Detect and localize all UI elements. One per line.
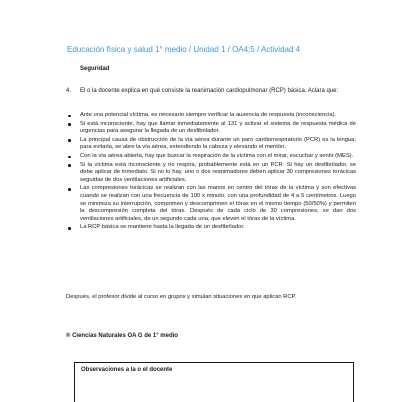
section-title: Seguridad (80, 66, 110, 72)
observations-title: Observaciones a la o el docente (81, 367, 173, 373)
bullet-text: Si está inconsciente, hay que llamar inmediatamente al 131 y activar el sistema de respuesta médica de urgencias para asegurar la llegada de un desfibrilador. (80, 120, 356, 135)
bullet-icon (68, 156, 71, 159)
item-number: 4. (66, 88, 72, 94)
list-item (66, 137, 356, 152)
breadcrumb: Educación física y salud 1° medio / Unidad 1 / OA4;5 / Actividad 4 (67, 45, 301, 54)
bullet-icon (68, 188, 71, 191)
list-item (66, 224, 356, 232)
bullet-icon (68, 227, 71, 230)
list-item (66, 162, 356, 185)
bullet-text: Si la víctima está inconsciente y no respira, probablemente está en un PCR. Si hay un desfibrilador, se debe aplicar de inmediato. Si no lo hay, uno o dos reanimadores deben aplicar 30 compresiones torácicas seguidas de dos ventilaciones artificiales. (80, 161, 356, 183)
bullet-text: Con la vía aérea abierta, hay que buscar la respiración de la víctima con el mirar, escuchar y sentir (MES). (80, 152, 354, 159)
bullet-icon (68, 164, 71, 167)
list-item (66, 185, 356, 223)
bullet-text: La principal causa de obstrucción de la vía aérea durante un paro cardiorrespiratorio (PCR) es la lengua; para evitarla, se abre la vía aérea, extendiendo la cabeza y elevando el mentón. (80, 136, 356, 151)
bullet-text: La RCP básica se mantiene hasta la llegada de un desfibrilador. (80, 224, 245, 231)
list-item (66, 153, 356, 161)
closing-paragraph: Después, el profesor divide al curso en grupos y simulan situaciones en que aplican RCP. (66, 294, 297, 300)
bullet-text: Las compresiones torácicas se realizan con las manos en centro del tórax de la víctima y son efectivas cuando se realizan con una frecuencia de 100 x minuto, con una profundidad de 4 a 5 centímetros. Luego se minimiza su interrupción, comprimen y descomprimen el tórax en el mismo tiempo (50/50%) y permiten la descompresión completa del tórax. Después de cada ciclo de 30 compresiones, se dan dos ventilaciones artificiales, de un segundo cada una, que eleven el tórax de la víctima. (80, 185, 356, 222)
bullet-icon (68, 139, 71, 142)
observations-box (74, 362, 354, 402)
bullet-list (66, 112, 356, 233)
item-text: El o la docente explica en qué consiste la reanimación cardiopulmonar (RCP) básica. Aclara que: (80, 88, 339, 94)
bullet-icon (68, 123, 71, 126)
subsection-heading: ® Ciencias Naturales OA G de 1° medio (66, 333, 178, 339)
list-item (66, 112, 356, 120)
bullet-text: Ante una potencial víctima, es necesario siempre verificar la ausencia de respuesta (inconsciencia). (80, 112, 337, 118)
bullet-icon (68, 115, 71, 118)
list-item (66, 121, 356, 136)
